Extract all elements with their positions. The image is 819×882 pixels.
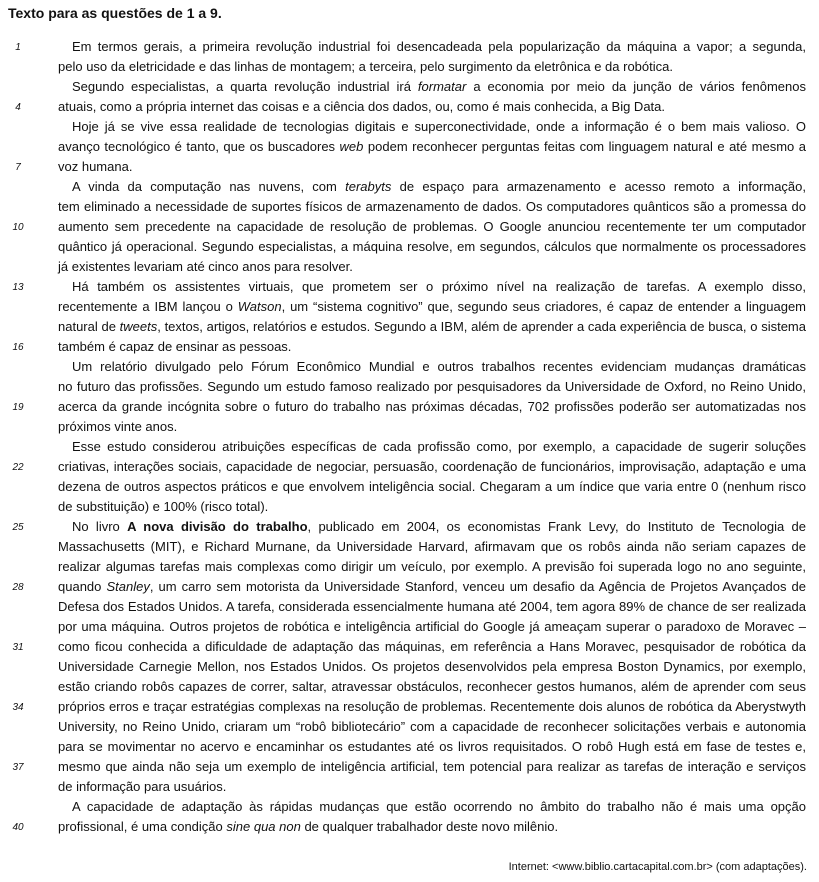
line-number: 16 [12, 342, 24, 353]
page-title: Texto para as questões de 1 a 9. [8, 5, 222, 21]
line-number: 13 [12, 282, 24, 293]
line-number: 34 [12, 702, 24, 713]
text-line: No livro A nova divisão do trabalho, publicado em 2004, os economistas Frank Levy, do Instituto de Tecnologia de [72, 519, 806, 534]
line-number: 31 [12, 642, 24, 653]
text-line: Segundo especialistas, a quarta revolução industrial irá formatar a economia por meio da junção de vários fenômenos [72, 79, 806, 94]
text-line: no futuro das profissões. Segundo um estudo famoso realizado por pesquisadores da Universidade de Oxford, no Reino Unido, [58, 379, 806, 394]
text-line: acerca da grande incógnita sobre o futuro do trabalho nas próximas décadas, 702 profissões poderão ser automatizadas nos [58, 399, 806, 414]
text-line: avanço tecnológico é tanto, que os buscadores web podem reconhecer perguntas feitas com linguagem natural e até mesmo a [58, 139, 806, 154]
line-number: 7 [15, 162, 21, 173]
text-line: profissional, é uma condição sine qua non de qualquer trabalhador deste novo milênio. [58, 819, 559, 834]
line-number: 28 [12, 582, 24, 593]
text-line: também é capaz de ensinar as pessoas. [58, 339, 292, 354]
text-line: de informação para usuários. [58, 779, 227, 794]
text-line: tem eliminado a necessidade de suportes físicos de armazenamento de dados. Os computadores quânticos são a promessa do [58, 199, 806, 214]
text-line: Defesa dos Estados Unidos. A tarefa, considerada essencialmente humana até 2004, tem agora 89% de chance de ser realizada [58, 599, 806, 614]
line-number: 22 [12, 462, 24, 473]
text-line: próximos vinte anos. [58, 419, 178, 434]
line-number: 25 [12, 522, 24, 533]
text-line: recentemente a IBM lançou o Watson, um “sistema cognitivo” que, segundo seus criadores, é capaz de entender a linguagem [58, 299, 806, 314]
text-line: já existentes levariam até cinco anos para resolver. [58, 259, 353, 274]
line-number: 10 [12, 222, 24, 233]
text-line: Massachusetts (MIT), e Richard Murnane, da Universidade Harvard, afirmavam que os robôs ainda não seriam capazes de [58, 539, 806, 554]
text-line: Esse estudo considerou atribuições específicas de cada profissão como, por exemplo, a capacidade de sugerir soluções [72, 439, 806, 454]
text-line: aumento sem precedente na capacidade de resolução de problemas. O Google anunciou recentemente ter um computador [58, 219, 806, 234]
text-line: quântico já operacional. Segundo especialistas, a máquina resolve, em segundos, cálculos que normalmente os processadores [58, 239, 806, 254]
text-line: Universidade Carnegie Mellon, nos Estados Unidos. Os projetos desenvolvidos pela empresa Boston Dynamics, por exemplo, [58, 659, 806, 674]
line-number: 4 [15, 102, 21, 113]
text-line: realizar algumas tarefas mais complexas como dirigir um veículo, por exemplo. A previsão foi superada logo no ano seguinte, [58, 559, 806, 574]
text-line: mesmo que ainda não seja um exemplo de inteligência artificial, tem potencial para realizar as tarefas de interação e serviços [58, 759, 806, 774]
text-line: criativas, interações sociais, capacidade de negociar, persuasão, coordenação de funcionários, improvisação, adaptação e uma [58, 459, 806, 474]
text-line: estão criando robôs capazes de correr, saltar, atravessar obstáculos, reconhecer gestos humanos, além de aprender com seus [58, 679, 806, 694]
text-line: de substituição) e 100% (risco total). [58, 499, 269, 514]
text-line: quando Stanley, um carro sem motorista da Universidade Stanford, venceu um desafio da Agência de Projetos Avançados de [58, 579, 806, 594]
text-line: voz humana. [58, 159, 133, 174]
source-citation: Internet: <www.biblio.cartacapital.com.br> (com adaptações). [508, 861, 807, 873]
text-line: por uma máquina. Outros projetos de robótica e inteligência artificial do Google já ameaçam superar o paradoxo de Moravec – [58, 619, 806, 634]
text-line: como ficou conhecida a dificuldade de adaptação das máquinas, em referência a Hans Moravec, pesquisador de robótica da [58, 639, 806, 654]
line-number: 37 [12, 762, 24, 773]
text-line: próprios erros e traçar estratégias complexas na resolução de problemas. Recentemente dois alunos de robótica da Aberystwyth [58, 699, 806, 714]
text-line: natural de tweets, textos, artigos, relatórios e estudos. Segundo a IBM, além de aprender a cada experiência de busca, o sistema [58, 319, 806, 334]
text-line: para se movimentar no acervo e encaminhar os estudantes até os livros requisitados. O robô Hugh está em fase de testes e, [58, 739, 806, 754]
text-line: A vinda da computação nas nuvens, com terabyts de espaço para armazenamento e acesso remoto a informação, [72, 179, 806, 194]
line-number: 1 [15, 42, 21, 53]
text-line: A capacidade de adaptação às rápidas mudanças que estão ocorrendo no âmbito do trabalho não é mais uma opção [72, 799, 806, 814]
text-line: Um relatório divulgado pelo Fórum Econômico Mundial e outros trabalhos recentes evidenciam mudanças dramáticas [72, 359, 806, 374]
text-line: Em termos gerais, a primeira revolução industrial foi desencadeada pela popularização da máquina a vapor; a segunda, [72, 39, 806, 54]
line-number: 19 [12, 402, 24, 413]
text-line: Hoje já se vive essa realidade de tecnologias digitais e superconectividade, onde a informação é o bem mais valioso. O [72, 119, 806, 134]
text-line: pelo uso da eletricidade e das linhas de montagem; a terceira, pelo surgimento da eletrônica e da robótica. [58, 59, 673, 74]
line-number: 40 [12, 822, 24, 833]
text-line: University, no Reino Unido, criaram um “robô bibliotecário” com a capacidade de reconhecer solicitações verbais e autonomia [58, 719, 806, 734]
text-line: dezena de outros aspectos práticos e que envolvem inteligência social. Chegaram a um índice que varia entre 0 (nenhum risco [58, 479, 806, 494]
text-line: atuais, como a própria internet das coisas e a ciência dos dados, ou, como é mais conhecida, a Big Data. [58, 99, 666, 114]
text-line: Há também os assistentes virtuais, que prometem ser o próximo nível na realização de tarefas. A exemplo disso, [72, 279, 806, 294]
